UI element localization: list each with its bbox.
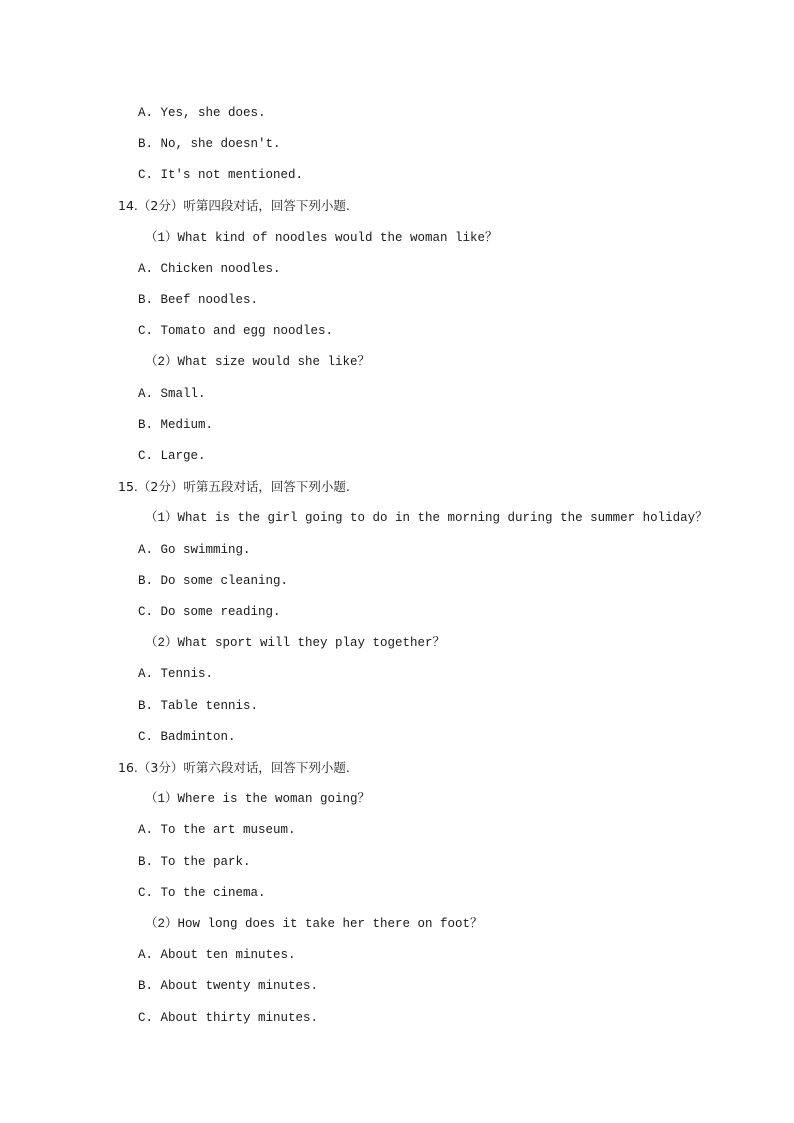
q14-sub1-option-a: A. Chicken noodles. xyxy=(138,262,281,276)
q16-sub1-option-c: C. To the cinema. xyxy=(138,886,266,900)
q13-option-c: C. It's not mentioned. xyxy=(138,168,304,182)
q15-sub1-option-b: B. Do some cleaning. xyxy=(138,574,289,588)
q15-sub2-option-c: C. Badminton. xyxy=(138,730,236,744)
q15-sub2-option-a: A. Tennis. xyxy=(138,667,214,681)
q16-sub2-option-c: C. About thirty minutes. xyxy=(138,1011,319,1025)
q14-heading: 14.（2分）听第四段对话，回答下列小题. xyxy=(118,198,350,213)
q14-sub1-question: （1）What kind of noodles would the woman like？ xyxy=(145,231,498,245)
q16-sub1-question: （1）Where is the woman going？ xyxy=(145,792,371,806)
q15-heading: 15.（2分）听第五段对话，回答下列小题. xyxy=(118,479,350,494)
q14-sub2-option-b: B. Medium. xyxy=(138,418,214,432)
q14-sub2-option-c: C. Large. xyxy=(138,449,206,463)
q16-sub1-option-b: B. To the park. xyxy=(138,855,251,869)
q14-sub1-option-c: C. Tomato and egg noodles. xyxy=(138,324,334,338)
q16-sub1-option-a: A. To the art museum. xyxy=(138,823,296,837)
q16-heading: 16.（3分）听第六段对话，回答下列小题. xyxy=(118,760,350,775)
q15-sub1-option-a: A. Go swimming. xyxy=(138,543,251,557)
q16-sub2-question: （2）How long does it take her there on foot？ xyxy=(145,917,483,931)
q15-sub1-question: （1）What is the girl going to do in the morning during the summer holiday？ xyxy=(145,511,708,525)
q14-sub1-option-b: B. Beef noodles. xyxy=(138,293,259,307)
q15-sub2-question: （2）What sport will they play together？ xyxy=(145,636,446,650)
q15-sub1-option-c: C. Do some reading. xyxy=(138,605,281,619)
q13-option-a: A. Yes, she does. xyxy=(138,106,266,120)
q13-option-b: B. No, she doesn't. xyxy=(138,137,281,151)
q16-sub2-option-a: A. About ten minutes. xyxy=(138,948,296,962)
q16-sub2-option-b: B. About twenty minutes. xyxy=(138,979,319,993)
q14-sub2-option-a: A. Small. xyxy=(138,387,206,401)
q15-sub2-option-b: B. Table tennis. xyxy=(138,699,259,713)
q14-sub2-question: （2）What size would she like？ xyxy=(145,355,371,369)
